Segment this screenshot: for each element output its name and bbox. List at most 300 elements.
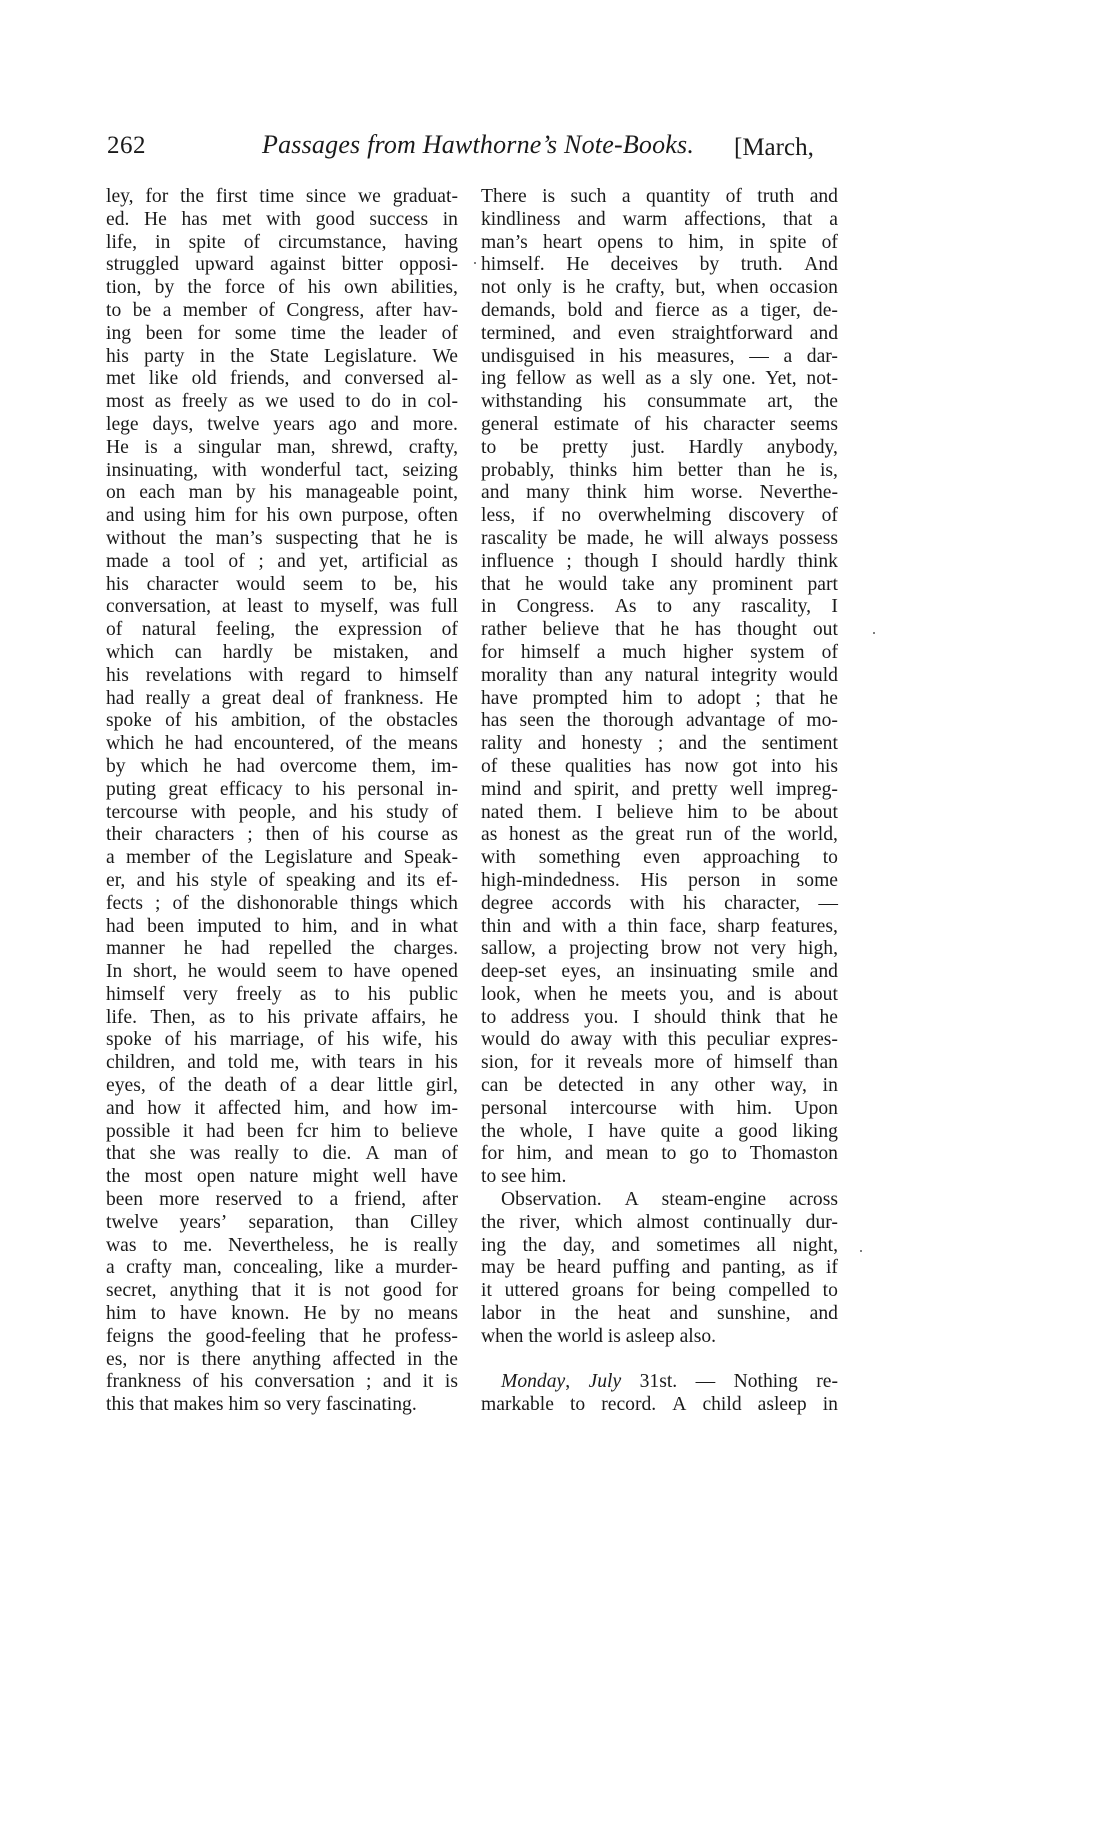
word: one. [722, 368, 756, 390]
word: expression [338, 619, 423, 641]
word: rascality [481, 527, 548, 549]
word: their [106, 824, 142, 846]
text-line [106, 619, 458, 642]
word: heat [617, 1303, 651, 1325]
word: it [422, 1371, 434, 1393]
word: about [794, 983, 838, 1005]
word: for [145, 186, 169, 207]
word: character [703, 413, 776, 435]
word: is [542, 186, 556, 207]
word: im- [430, 1097, 458, 1119]
word: fects [106, 892, 143, 914]
word: dear [330, 1075, 365, 1097]
word: tears [358, 1052, 396, 1074]
word: occasion [769, 277, 838, 299]
word: tool [184, 550, 215, 572]
word: efficacy [219, 778, 283, 800]
word: which [410, 892, 458, 914]
text-line [106, 232, 458, 255]
word: spite [188, 231, 226, 253]
word: you. [584, 1006, 619, 1028]
word: he [819, 1006, 838, 1028]
word: art, [767, 391, 793, 413]
word: estimate [553, 413, 619, 435]
word: ; [366, 1371, 372, 1393]
word: undisguised [481, 345, 575, 367]
word: when [716, 277, 759, 299]
text-line [106, 391, 458, 414]
word: that [775, 1006, 805, 1028]
word: not- [806, 368, 838, 390]
word: means [407, 733, 458, 755]
word: anything [169, 1280, 239, 1302]
word: how [147, 1097, 182, 1119]
word: ; [755, 687, 761, 709]
word: obstacles [386, 710, 458, 732]
text-line [481, 893, 838, 916]
word: with [311, 1052, 347, 1074]
word: to [293, 596, 310, 618]
text-line [106, 1098, 458, 1121]
text-line [481, 596, 838, 619]
word: of [821, 505, 838, 527]
word: his [267, 1006, 291, 1028]
word: good [738, 1120, 778, 1142]
word: to [658, 231, 674, 253]
word: about [794, 801, 838, 823]
running-title: Passages from Hawthorne’s Note-Books. [262, 130, 695, 159]
word: There [481, 186, 527, 207]
text-line [106, 1121, 458, 1144]
word: tact, [355, 459, 389, 481]
word: just. [631, 436, 665, 458]
word: he [439, 1006, 458, 1028]
word: full [430, 596, 458, 618]
word: Yet, [765, 368, 797, 390]
word: and [382, 1371, 412, 1393]
word: features, [771, 915, 838, 937]
word: and [522, 915, 551, 937]
entry-date-ordinal: 31st. [639, 1371, 678, 1393]
text-line [481, 437, 838, 460]
word: of [192, 1371, 209, 1393]
word: in [401, 391, 417, 413]
word: even [617, 322, 655, 344]
word: take [621, 573, 655, 595]
word: die. [322, 1143, 352, 1165]
word: a [671, 368, 681, 390]
word: probably, [481, 459, 555, 481]
word: life, [106, 231, 138, 253]
word: revelations [145, 664, 232, 686]
word: had [236, 755, 265, 777]
word: in [739, 231, 755, 253]
word: have [481, 687, 518, 709]
word: got [732, 755, 758, 777]
word: point, [412, 482, 458, 504]
word: his [341, 824, 365, 846]
word: as [299, 983, 317, 1005]
word: impreg- [775, 778, 838, 800]
word: great [635, 824, 675, 846]
word: de- [812, 299, 838, 321]
word: an [616, 961, 635, 983]
text-line [481, 1189, 838, 1212]
word: ; [258, 550, 264, 572]
word: without [106, 527, 166, 549]
word: any [692, 596, 721, 618]
word: than [559, 664, 593, 686]
word: prominent [712, 573, 793, 595]
word: spoke [106, 1029, 152, 1051]
word: of [201, 847, 218, 869]
word: Then, [150, 1006, 196, 1028]
word: puting [106, 778, 157, 800]
word: that [371, 527, 401, 549]
word: being [672, 1280, 716, 1302]
entry-date-month: July [588, 1371, 622, 1393]
word: his [346, 1029, 370, 1051]
word: manageable [305, 482, 400, 504]
word: dishonorable [236, 892, 339, 914]
word: higher [683, 641, 734, 663]
text-line [481, 779, 838, 802]
word: suspecting [275, 527, 359, 549]
word: really [413, 1234, 458, 1256]
word: things [350, 892, 398, 914]
word: think [720, 1006, 762, 1028]
word: style [210, 869, 248, 891]
word: would [788, 664, 838, 686]
word: panting, [722, 1257, 786, 1279]
word: more. [412, 413, 458, 435]
word: have [420, 1166, 458, 1188]
text-line: this that makes him so very fascinating. [106, 1394, 417, 1416]
word: made, [586, 527, 635, 549]
word: means [407, 1303, 458, 1325]
word: steam-engine [661, 1189, 767, 1211]
word: freely [236, 983, 282, 1005]
word: she [149, 1143, 176, 1165]
word: course [377, 824, 429, 846]
text-line [481, 870, 838, 893]
word: secret, [106, 1280, 157, 1302]
word: is [768, 983, 782, 1005]
word: no [561, 505, 582, 527]
word: He [144, 208, 167, 230]
word: only [516, 277, 552, 299]
word: of [106, 619, 123, 641]
word: member [182, 299, 248, 321]
word: system [750, 641, 805, 663]
word: seem [302, 573, 344, 595]
text-line [106, 733, 458, 756]
word: integrity [710, 664, 778, 686]
word: He [303, 1303, 327, 1325]
word: himself [399, 664, 458, 686]
word: heard [557, 1257, 601, 1279]
word: Hardly [688, 436, 744, 458]
word: fellow [515, 368, 566, 390]
word: morality [481, 664, 548, 686]
word: Congress, [286, 299, 365, 321]
word: of [725, 186, 742, 207]
text-line [106, 1371, 458, 1394]
word: of [312, 824, 329, 846]
word: qualities [564, 755, 632, 777]
word: with [266, 208, 301, 230]
word: in- [436, 778, 458, 800]
word: in [442, 208, 458, 230]
word: the [372, 733, 397, 755]
word: which [106, 641, 154, 663]
word: would [236, 573, 286, 595]
text-line [481, 460, 838, 483]
word: and [614, 299, 643, 321]
word: any [669, 573, 698, 595]
word: influence [481, 550, 554, 572]
word: him [643, 482, 675, 504]
word: to [298, 1189, 314, 1211]
word: most [106, 391, 145, 413]
word: across [789, 1189, 838, 1211]
word: in [760, 869, 777, 891]
word: each [139, 482, 176, 504]
word: death [224, 1075, 267, 1097]
word: murder- [395, 1257, 458, 1279]
word: very [182, 983, 218, 1005]
word: approaching [703, 847, 800, 869]
word: a [329, 1189, 339, 1211]
word: little [377, 1075, 413, 1097]
word: of [723, 824, 741, 846]
word: used [298, 391, 335, 413]
word: of [777, 710, 795, 732]
word: was [389, 596, 420, 618]
word: has [694, 619, 722, 641]
word: to [238, 1006, 254, 1028]
word: has [181, 208, 208, 230]
word: I [831, 596, 838, 618]
word: for [636, 1280, 660, 1302]
word: ; [566, 550, 572, 572]
word: twelve [106, 1211, 159, 1233]
word: fcr [296, 1120, 319, 1142]
word: great [221, 687, 261, 709]
word: his [435, 1029, 458, 1051]
word: straightforward [671, 322, 793, 344]
word: er, [106, 869, 126, 891]
text-line [106, 1212, 458, 1235]
word: man’s [481, 231, 528, 253]
word: is [384, 1234, 398, 1256]
word: a [106, 1257, 115, 1279]
word: and [572, 322, 601, 344]
word: termined, [481, 322, 556, 344]
word: in [639, 1075, 655, 1097]
word: freely [181, 391, 228, 413]
word: as [238, 391, 255, 413]
word: has [645, 755, 672, 777]
word: any [604, 664, 633, 686]
word: and [537, 733, 567, 755]
word: as [797, 1257, 814, 1279]
text-line [106, 368, 458, 391]
word: truth. [740, 254, 783, 276]
word: In [106, 961, 123, 983]
text-line [481, 642, 838, 665]
text-line [106, 802, 458, 825]
word: had [194, 733, 223, 755]
word: and [308, 801, 338, 823]
word: spirit, [574, 778, 620, 800]
word: some [796, 869, 838, 891]
text-line [481, 232, 838, 255]
word: degree [481, 892, 534, 914]
word: worse. [691, 482, 743, 504]
word: and [809, 186, 838, 207]
word: at [221, 596, 237, 618]
text-line [481, 414, 838, 437]
word: feigns [106, 1325, 154, 1347]
word: and [669, 1303, 698, 1325]
word: I [651, 550, 658, 572]
text-line [481, 1052, 838, 1075]
word: might [312, 1166, 359, 1188]
word: conversed [344, 368, 424, 390]
word: that [615, 619, 645, 641]
word: less, [481, 505, 516, 527]
word: ambition, [231, 710, 306, 732]
entry-line-1-rest: — Nothing re- [695, 1371, 838, 1393]
word: the [230, 345, 255, 367]
word: with [190, 801, 226, 823]
text-line [481, 1075, 838, 1098]
text-line [481, 368, 838, 391]
word: and [366, 869, 396, 891]
word: as [645, 368, 662, 390]
word: A [365, 1143, 380, 1165]
word: A [672, 1394, 687, 1416]
word: do [371, 391, 391, 413]
word: concealing, [233, 1257, 323, 1279]
word: ing [481, 1234, 507, 1256]
word: address [510, 1006, 570, 1028]
text-line [481, 323, 838, 346]
text-line [481, 482, 838, 505]
word: to [481, 436, 497, 458]
text-line [481, 1257, 838, 1280]
word: be [761, 801, 781, 823]
word: as [441, 550, 458, 572]
word: imputed [197, 915, 262, 937]
word: a [607, 915, 617, 937]
word: better [677, 459, 723, 481]
word: — [818, 892, 838, 914]
text-line [481, 1143, 838, 1166]
word: the [167, 1325, 192, 1347]
word: will [673, 527, 704, 549]
word: had [106, 687, 135, 709]
word: Nevertheless, [228, 1234, 335, 1256]
word: encountered, [233, 733, 335, 755]
text-line [481, 186, 838, 209]
word: and [809, 961, 838, 983]
word: would [481, 1029, 530, 1051]
text-line [106, 300, 458, 323]
word: of [345, 733, 362, 755]
word: was [106, 1234, 137, 1256]
word: be [520, 436, 539, 458]
word: and [577, 208, 606, 230]
word: in [391, 915, 407, 937]
word: of [821, 231, 838, 253]
word: of [441, 1143, 458, 1165]
word: the [574, 1303, 599, 1325]
word: is [176, 1348, 190, 1370]
word: leader [379, 322, 427, 344]
text-line [106, 460, 458, 483]
word: the [599, 824, 624, 846]
text-line [106, 710, 458, 733]
word: thin [481, 915, 512, 937]
word: bold [567, 299, 603, 321]
word: crafty, [408, 436, 458, 458]
word: reveals [587, 1052, 643, 1074]
word: we [358, 186, 381, 207]
word: of [243, 231, 261, 253]
word: very [751, 938, 786, 960]
word: fierce [654, 299, 700, 321]
word: to [367, 664, 383, 686]
word: record. [601, 1394, 657, 1416]
word: time [290, 322, 326, 344]
word: but, [675, 277, 706, 299]
word: of [258, 869, 275, 891]
word: the [814, 391, 838, 413]
text-line [106, 847, 458, 870]
word: ley, [106, 186, 134, 207]
word: a [783, 345, 793, 367]
word: quantity [645, 186, 711, 207]
word: with [622, 1029, 658, 1051]
word: would [217, 961, 267, 983]
word: wonderful [260, 459, 342, 481]
word: short, [133, 961, 178, 983]
word: and [678, 733, 707, 755]
text-line [106, 323, 458, 346]
word: be [132, 299, 152, 321]
scan-speck [474, 262, 476, 264]
text-line [106, 574, 458, 597]
word: mistaken, [333, 641, 409, 663]
word: circumstance, [278, 231, 387, 253]
word: asleep [757, 1394, 807, 1416]
word: and [342, 1097, 371, 1119]
word: manner [106, 938, 165, 960]
text-line [106, 1052, 458, 1075]
word: in [407, 1052, 423, 1074]
word: be [526, 1257, 546, 1279]
word: His [640, 869, 668, 891]
text-line [106, 414, 458, 437]
word: the [566, 710, 591, 732]
word: and [350, 915, 379, 937]
word: prompted [532, 687, 608, 709]
paragraph-gap [481, 1349, 838, 1372]
word: him, [294, 1097, 330, 1119]
word: seen [519, 710, 555, 732]
